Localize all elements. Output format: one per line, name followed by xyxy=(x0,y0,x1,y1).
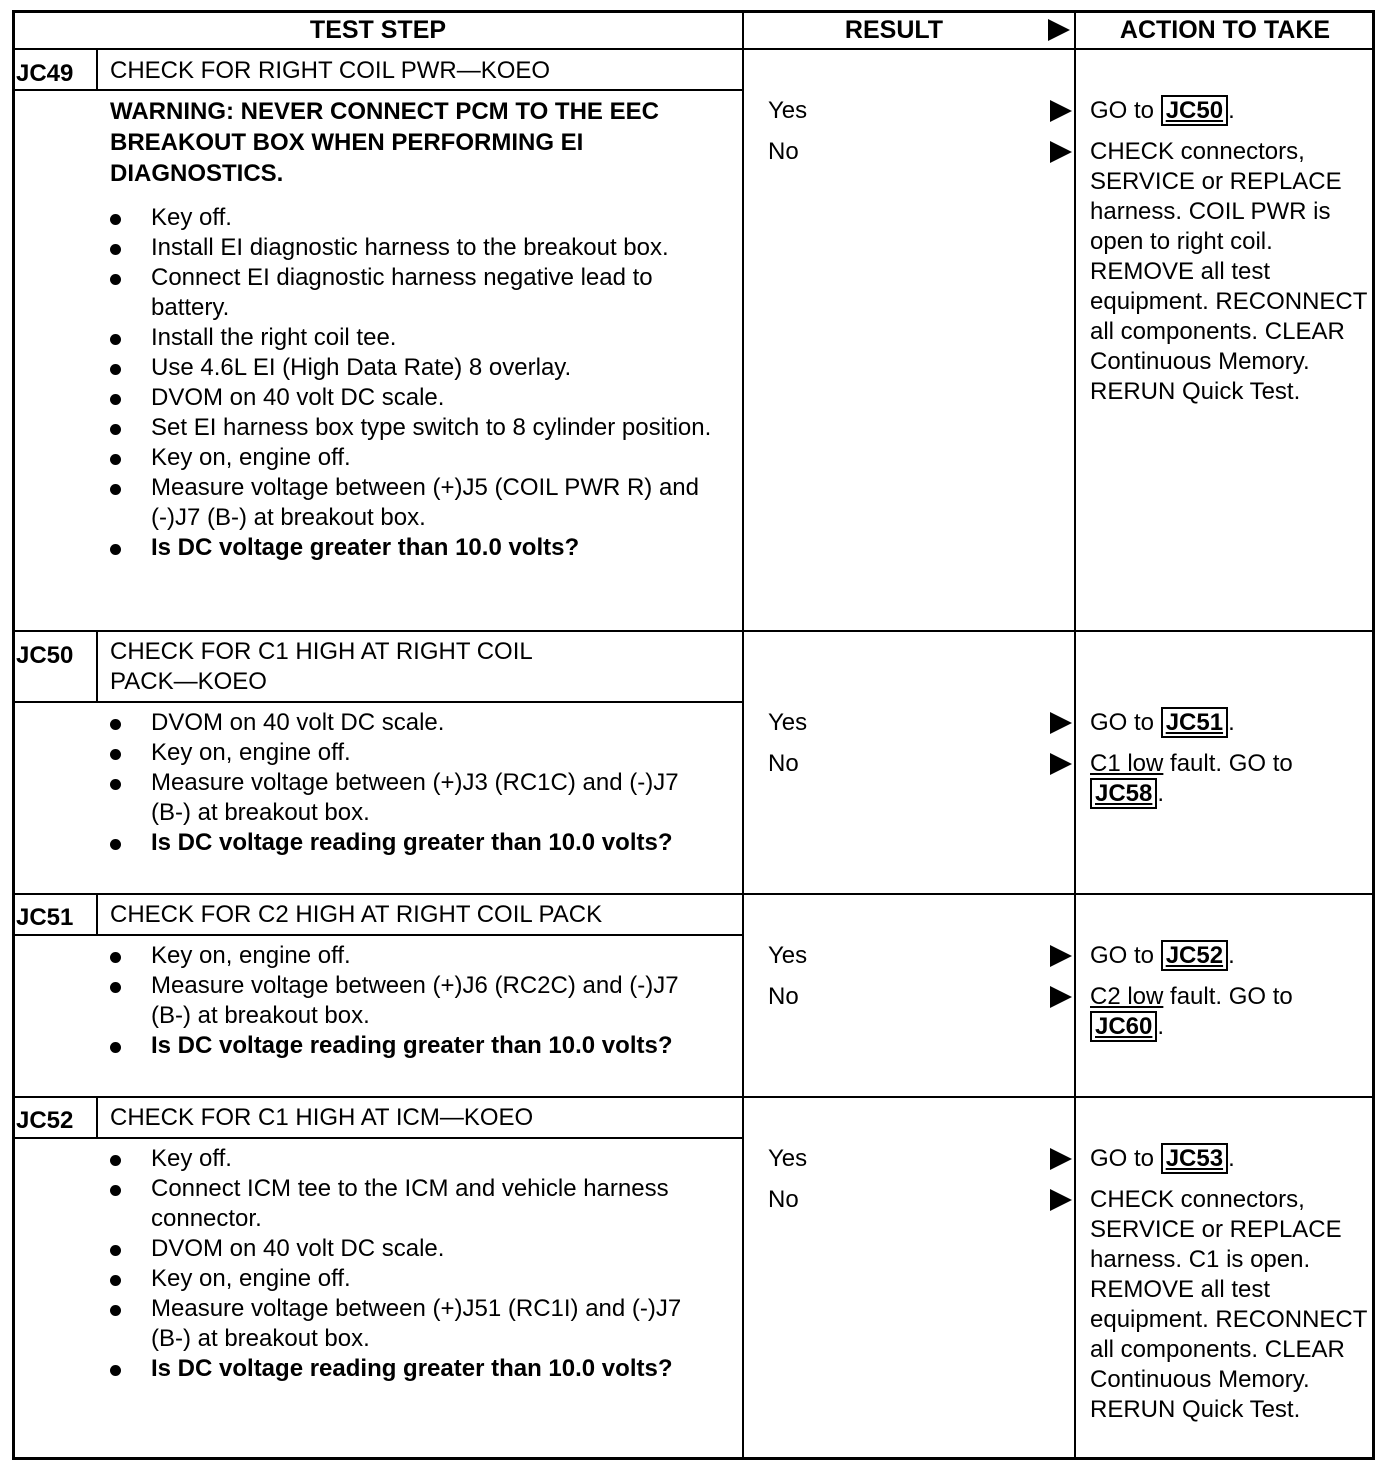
step-body xyxy=(110,1144,722,1384)
result-column xyxy=(756,1144,1086,1226)
arrow-icon xyxy=(1050,753,1072,775)
header-arrow-icon xyxy=(1048,19,1070,41)
arrow-icon xyxy=(1050,100,1072,122)
border-left xyxy=(12,10,15,1460)
step-reference-link[interactable]: JC53 xyxy=(1161,1143,1228,1174)
bullet-item: Set EI harness box type switch to 8 cylinder position. xyxy=(110,413,722,443)
step-code: JC52 xyxy=(16,1107,74,1134)
header-divider xyxy=(12,48,1375,50)
bullet-question: Is DC voltage greater than 10.0 volts? xyxy=(110,533,722,563)
title-divider xyxy=(12,934,744,936)
step-title: CHECK FOR RIGHT COIL PWR—KOEO xyxy=(110,57,551,84)
bullet-item: DVOM on 40 volt DC scale. xyxy=(110,383,722,413)
bullet-item: Install the right coil tee. xyxy=(110,323,722,353)
bullet-question: Is DC voltage reading greater than 10.0 volts? xyxy=(110,828,722,858)
bullet-icon xyxy=(110,1275,121,1286)
step-code: JC49 xyxy=(16,60,74,87)
code-divider xyxy=(96,630,98,702)
bullet-icon xyxy=(110,1245,121,1256)
arrow-icon xyxy=(1050,1148,1072,1170)
bullet-item: Measure voltage between (+)J51 (RC1I) and (-)J7 (B-) at breakout box. xyxy=(110,1294,722,1354)
step-divider xyxy=(12,893,1375,895)
bullet-item: Connect EI diagnostic harness negative lead to battery. xyxy=(110,263,722,323)
divider-action xyxy=(1074,10,1076,1460)
step-bullets xyxy=(110,203,722,563)
bullet-icon xyxy=(110,779,121,790)
bullet-icon xyxy=(110,544,121,555)
result-no: No xyxy=(756,749,1086,790)
title-divider xyxy=(12,701,744,703)
bullet-item: Measure voltage between (+)J6 (RC2C) and (-)J7 (B-) at breakout box. xyxy=(110,971,722,1031)
step-reference-link[interactable]: JC50 xyxy=(1161,95,1228,126)
action-column xyxy=(1090,96,1372,418)
step-divider xyxy=(12,630,1375,632)
result-no: No xyxy=(756,982,1086,1023)
bullet-icon xyxy=(110,839,121,850)
step-body xyxy=(110,96,722,563)
bullet-item: Key off. xyxy=(110,203,722,233)
bullet-item: DVOM on 40 volt DC scale. xyxy=(110,1234,722,1264)
header-action: ACTION TO TAKE xyxy=(1119,16,1331,44)
bullet-item: Key on, engine off. xyxy=(110,941,722,971)
diagnostic-table xyxy=(12,10,1375,1460)
result-column xyxy=(756,941,1086,1023)
divider-result xyxy=(742,10,744,1460)
no-action: C1 low fault. GO to JC58 . xyxy=(1090,750,1293,807)
result-no: No xyxy=(756,1185,1086,1226)
action-column xyxy=(1090,708,1372,820)
bullet-icon xyxy=(110,394,121,405)
no-action: CHECK connectors, SERVICE or REPLACE harness. COIL PWR is open to right coil. REMOVE all test equipment. RECONNECT all components. CLEAR Continuous Memory. RERUN Quick Test. xyxy=(1090,138,1367,405)
step-reference-link[interactable]: JC51 xyxy=(1161,707,1228,738)
step-divider xyxy=(12,1096,1375,1098)
bullet-icon xyxy=(110,719,121,730)
step-reference-link[interactable]: JC52 xyxy=(1161,940,1228,971)
result-yes: Yes xyxy=(756,941,1086,982)
bullet-item: DVOM on 40 volt DC scale. xyxy=(110,708,722,738)
no-action: C2 low fault. GO to JC60 . xyxy=(1090,983,1293,1040)
title-divider xyxy=(12,1137,744,1139)
title-divider xyxy=(12,89,744,91)
bullet-icon xyxy=(110,424,121,435)
code-divider xyxy=(96,1096,98,1138)
bullet-icon xyxy=(110,334,121,345)
arrow-icon xyxy=(1050,945,1072,967)
warning-text: WARNING: NEVER CONNECT PCM TO THE EEC BREAKOUT BOX WHEN PERFORMING EI DIAGNOSTICS. xyxy=(110,98,659,187)
bullet-icon xyxy=(110,1042,121,1053)
border-right xyxy=(1372,10,1375,1460)
result-column xyxy=(756,96,1086,178)
bullet-icon xyxy=(110,274,121,285)
arrow-icon xyxy=(1050,986,1072,1008)
border-bottom xyxy=(12,1457,1375,1460)
bullet-item: Connect ICM tee to the ICM and vehicle harness connector. xyxy=(110,1174,722,1234)
header-test-step: TEST STEP xyxy=(309,16,447,44)
result-column xyxy=(756,708,1086,790)
action-column xyxy=(1090,941,1372,1053)
step-bullets xyxy=(110,941,722,1061)
step-bullets xyxy=(110,708,722,858)
bullet-item: Use 4.6L EI (High Data Rate) 8 overlay. xyxy=(110,353,722,383)
result-no: No xyxy=(756,137,1086,178)
arrow-icon xyxy=(1050,1189,1072,1211)
bullet-item: Install EI diagnostic harness to the breakout box. xyxy=(110,233,722,263)
bullet-icon xyxy=(110,214,121,225)
code-divider xyxy=(96,48,98,90)
header-result: RESULT xyxy=(844,16,944,44)
step-code: JC50 xyxy=(16,642,74,669)
bullet-icon xyxy=(110,454,121,465)
bullet-item: Key on, engine off. xyxy=(110,443,722,473)
result-yes: Yes xyxy=(756,708,1086,749)
step-title: CHECK FOR C1 HIGH AT RIGHT COIL PACK—KOEO xyxy=(110,638,532,695)
bullet-item: Measure voltage between (+)J3 (RC1C) and (-)J7 (B-) at breakout box. xyxy=(110,768,722,828)
action-column xyxy=(1090,1144,1372,1436)
step-title: CHECK FOR C2 HIGH AT RIGHT COIL PACK xyxy=(110,901,603,928)
step-reference-link[interactable]: JC60 xyxy=(1090,1011,1157,1042)
bullet-icon xyxy=(110,244,121,255)
bullet-item: Key on, engine off. xyxy=(110,1264,722,1294)
arrow-icon xyxy=(1050,712,1072,734)
step-title: CHECK FOR C1 HIGH AT ICM—KOEO xyxy=(110,1104,534,1131)
step-code: JC51 xyxy=(16,904,74,931)
bullet-icon xyxy=(110,1155,121,1166)
border-top xyxy=(12,10,1375,13)
code-divider xyxy=(96,893,98,935)
no-action: CHECK connectors, SERVICE or REPLACE harness. C1 is open. REMOVE all test equipment. RECONNECT all components. CLEAR Continuous Memory. RERUN Quick Test. xyxy=(1090,1186,1367,1423)
result-yes: Yes xyxy=(756,1144,1086,1185)
bullet-icon xyxy=(110,484,121,495)
bullet-icon xyxy=(110,749,121,760)
yes-action: GO to JC51 . xyxy=(1090,709,1235,736)
bullet-icon xyxy=(110,1365,121,1376)
bullet-question: Is DC voltage reading greater than 10.0 volts? xyxy=(110,1354,722,1384)
step-body xyxy=(110,941,722,1061)
bullet-item: Key on, engine off. xyxy=(110,738,722,768)
step-bullets xyxy=(110,1144,722,1384)
result-yes: Yes xyxy=(756,96,1086,137)
bullet-item: Key off. xyxy=(110,1144,722,1174)
bullet-icon xyxy=(110,1305,121,1316)
bullet-item: Measure voltage between (+)J5 (COIL PWR R) and (-)J7 (B-) at breakout box. xyxy=(110,473,722,533)
bullet-icon xyxy=(110,952,121,963)
yes-action: GO to JC52 . xyxy=(1090,942,1235,969)
bullet-icon xyxy=(110,364,121,375)
bullet-icon xyxy=(110,982,121,993)
bullet-question: Is DC voltage reading greater than 10.0 volts? xyxy=(110,1031,722,1061)
arrow-icon xyxy=(1050,141,1072,163)
yes-action: GO to JC50 . xyxy=(1090,97,1235,124)
yes-action: GO to JC53 . xyxy=(1090,1145,1235,1172)
step-reference-link[interactable]: JC58 xyxy=(1090,778,1157,809)
step-body xyxy=(110,708,722,858)
bullet-icon xyxy=(110,1185,121,1196)
